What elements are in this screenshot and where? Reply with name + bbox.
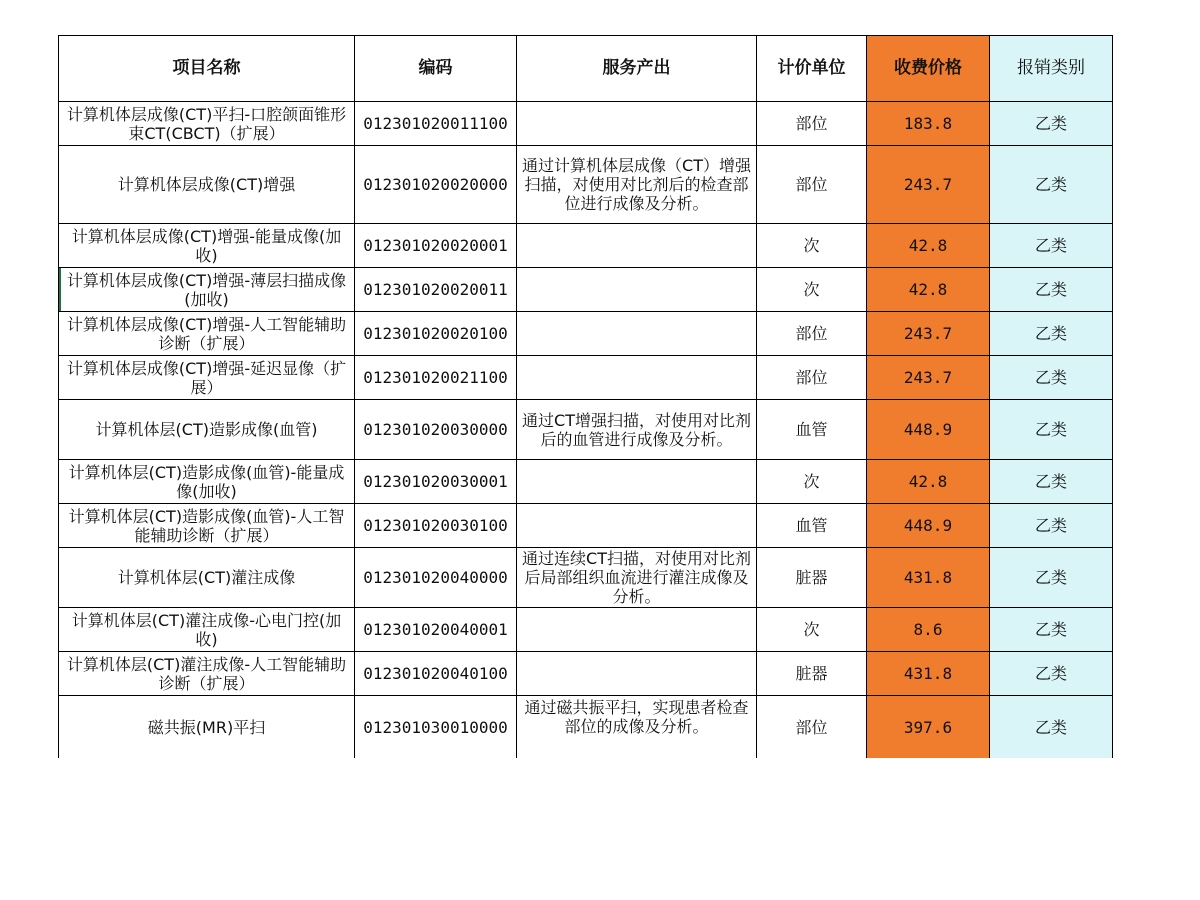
cell-category[interactable]: 乙类 [990, 146, 1113, 224]
header-price[interactable]: 收费价格 [867, 36, 990, 102]
cell-unit[interactable]: 部位 [757, 356, 867, 400]
cell-name[interactable]: 计算机体层(CT)灌注成像 [59, 548, 355, 608]
cell-unit[interactable]: 次 [757, 460, 867, 504]
cell-unit[interactable]: 部位 [757, 312, 867, 356]
cell-unit[interactable]: 部位 [757, 146, 867, 224]
table-row [59, 102, 1113, 146]
cell-unit[interactable]: 部位 [757, 696, 867, 759]
cell-unit[interactable]: 脏器 [757, 548, 867, 608]
cell-output[interactable] [517, 504, 757, 548]
cell-price[interactable]: 243.7 [867, 356, 990, 400]
cell-price[interactable]: 431.8 [867, 548, 990, 608]
cell-price[interactable]: 42.8 [867, 224, 990, 268]
cell-unit[interactable]: 次 [757, 224, 867, 268]
cell-output[interactable] [517, 608, 757, 652]
cell-code[interactable]: 012301020020000 [355, 146, 517, 224]
cell-unit[interactable]: 次 [757, 608, 867, 652]
header-code[interactable]: 编码 [355, 36, 517, 102]
cell-code[interactable]: 012301020020011 [355, 268, 517, 312]
cell-output[interactable]: 通过计算机体层成像（CT）增强扫描，对使用对比剂后的检查部位进行成像及分析。 [517, 146, 757, 224]
cell-category[interactable]: 乙类 [990, 652, 1113, 696]
cell-price[interactable]: 42.8 [867, 460, 990, 504]
cell-output[interactable] [517, 652, 757, 696]
cell-output[interactable] [517, 460, 757, 504]
cell-code[interactable]: 012301020011100 [355, 102, 517, 146]
table-row [59, 268, 1113, 312]
cell-category[interactable]: 乙类 [990, 102, 1113, 146]
cell-name[interactable]: 计算机体层(CT)灌注成像-人工智能辅助诊断（扩展） [59, 652, 355, 696]
cell-code[interactable]: 012301020030100 [355, 504, 517, 548]
table-row [59, 504, 1113, 548]
header-unit[interactable]: 计价单位 [757, 36, 867, 102]
cell-name[interactable]: 计算机体层(CT)造影成像(血管) [59, 400, 355, 460]
table-row [59, 312, 1113, 356]
cell-unit[interactable]: 血管 [757, 400, 867, 460]
cell-output[interactable] [517, 102, 757, 146]
cell-category[interactable]: 乙类 [990, 608, 1113, 652]
cell-price[interactable]: 243.7 [867, 312, 990, 356]
cell-output[interactable] [517, 312, 757, 356]
cell-code[interactable]: 012301030010000 [355, 696, 517, 759]
cell-name[interactable]: 计算机体层(CT)造影成像(血管)-能量成像(加收) [59, 460, 355, 504]
cell-category[interactable]: 乙类 [990, 400, 1113, 460]
cell-output[interactable] [517, 356, 757, 400]
cell-price[interactable]: 8.6 [867, 608, 990, 652]
cell-name[interactable]: 计算机体层成像(CT)增强-延迟显像（扩展） [59, 356, 355, 400]
header-row [59, 36, 1113, 102]
cell-output[interactable] [517, 268, 757, 312]
cell-name[interactable]: 计算机体层(CT)灌注成像-心电门控(加收) [59, 608, 355, 652]
cell-price[interactable]: 243.7 [867, 146, 990, 224]
cell-category[interactable]: 乙类 [990, 696, 1113, 759]
cell-name[interactable]: 磁共振(MR)平扫 [59, 696, 355, 759]
header-category[interactable]: 报销类别 [990, 36, 1113, 102]
table-row [59, 608, 1113, 652]
cell-unit[interactable]: 脏器 [757, 652, 867, 696]
table-row [59, 652, 1113, 696]
cell-category[interactable]: 乙类 [990, 268, 1113, 312]
cell-category[interactable]: 乙类 [990, 460, 1113, 504]
table-row [59, 548, 1113, 608]
cell-code[interactable]: 012301020040001 [355, 608, 517, 652]
cell-output[interactable]: 通过CT增强扫描，对使用对比剂后的血管进行成像及分析。 [517, 400, 757, 460]
header-name[interactable]: 项目名称 [59, 36, 355, 102]
cell-category[interactable]: 乙类 [990, 312, 1113, 356]
cell-price[interactable]: 431.8 [867, 652, 990, 696]
cell-output[interactable]: 通过磁共振平扫，实现患者检查部位的成像及分析。 [517, 696, 757, 759]
cell-code[interactable]: 012301020020001 [355, 224, 517, 268]
cell-name[interactable]: 计算机体层(CT)造影成像(血管)-人工智能辅助诊断（扩展） [59, 504, 355, 548]
table-row [59, 356, 1113, 400]
cell-code[interactable]: 012301020021100 [355, 356, 517, 400]
cell-price[interactable]: 42.8 [867, 268, 990, 312]
cell-code[interactable]: 012301020040000 [355, 548, 517, 608]
cell-category[interactable]: 乙类 [990, 548, 1113, 608]
cell-code[interactable]: 012301020030001 [355, 460, 517, 504]
cell-output[interactable] [517, 224, 757, 268]
cell-name[interactable]: 计算机体层成像(CT)增强-薄层扫描成像(加收) [59, 268, 355, 312]
cell-category[interactable]: 乙类 [990, 504, 1113, 548]
cell-category[interactable]: 乙类 [990, 356, 1113, 400]
cell-price[interactable]: 448.9 [867, 400, 990, 460]
cell-unit[interactable]: 次 [757, 268, 867, 312]
cell-output[interactable]: 通过连续CT扫描，对使用对比剂后局部组织血流进行灌注成像及分析。 [517, 548, 757, 608]
cell-name[interactable]: 计算机体层成像(CT)增强 [59, 146, 355, 224]
table-row [59, 146, 1113, 224]
table-row [59, 460, 1113, 504]
cell-code[interactable]: 012301020020100 [355, 312, 517, 356]
cell-name[interactable]: 计算机体层成像(CT)增强-人工智能辅助诊断（扩展） [59, 312, 355, 356]
cell-code[interactable]: 012301020040100 [355, 652, 517, 696]
cell-price[interactable]: 183.8 [867, 102, 990, 146]
table-row [59, 224, 1113, 268]
cell-price[interactable]: 397.6 [867, 696, 990, 759]
header-output[interactable]: 服务产出 [517, 36, 757, 102]
cell-name[interactable]: 计算机体层成像(CT)平扫-口腔颌面锥形束CT(CBCT)（扩展） [59, 102, 355, 146]
cell-name[interactable]: 计算机体层成像(CT)增强-能量成像(加收) [59, 224, 355, 268]
fee-table [58, 35, 1113, 758]
cell-category[interactable]: 乙类 [990, 224, 1113, 268]
cell-unit[interactable]: 部位 [757, 102, 867, 146]
cell-code[interactable]: 012301020030000 [355, 400, 517, 460]
spreadsheet-sheet [58, 35, 1113, 758]
cell-price[interactable]: 448.9 [867, 504, 990, 548]
table-row [59, 400, 1113, 460]
cell-unit[interactable]: 血管 [757, 504, 867, 548]
table-row [59, 696, 1113, 759]
